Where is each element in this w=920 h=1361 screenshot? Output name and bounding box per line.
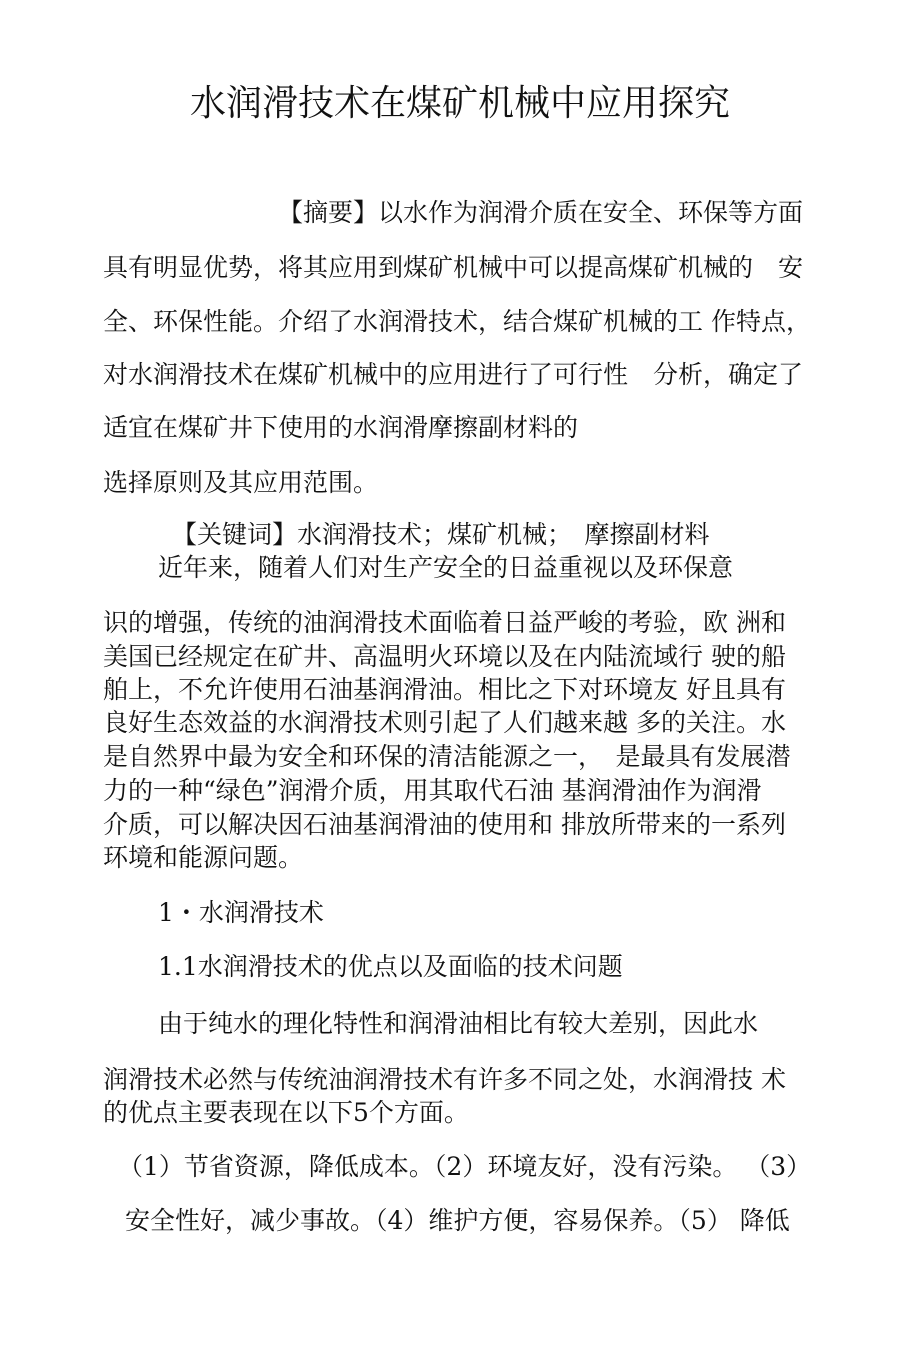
body-line: 美国已经规定在矿井、高温明火环境以及在内陆流域行 驶的船 bbox=[103, 642, 786, 671]
abstract-line: 适宜在煤矿井下使用的水润滑摩擦副材料的 bbox=[103, 413, 579, 442]
subsection-heading: 1.1水润滑技术的优点以及面临的技术问题 bbox=[158, 952, 623, 981]
body-line: 近年来，随着人们对生产安全的日益重视以及环保意 bbox=[158, 553, 734, 582]
body-line: 良好生态效益的水润滑技术则引起了人们越来越 多的关注。水 bbox=[103, 708, 786, 737]
body-line: 润滑技术必然与传统油润滑技术有许多不同之处，水润滑技 术 bbox=[103, 1065, 786, 1094]
abstract-line: 全、环保性能。介绍了水润滑技术，结合煤矿机械的工 作特点， bbox=[103, 307, 811, 336]
abstract-line: 对水润滑技术在煤矿机械中的应用进行了可行性 分析，确定了 bbox=[103, 360, 804, 389]
abstract-line: 具有明显优势，将其应用到煤矿机械中可以提高煤矿机械的 安 bbox=[103, 253, 804, 282]
list-line: 安全性好，减少事故。（4）维护方便，容易保养。（5） 降低 bbox=[125, 1206, 790, 1235]
abstract-line: 【摘要】以水作为润滑介质在安全、环保等方面 bbox=[278, 198, 804, 227]
body-line: 力的一种“绿色”润滑介质，用其取代石油 基润滑油作为润滑 bbox=[103, 776, 762, 805]
body-line: 舶上，不允许使用石油基润滑油。相比之下对环境友 好且具有 bbox=[103, 675, 786, 704]
body-line: 介质，可以解决因石油基润滑油的使用和 排放所带来的一系列 bbox=[103, 810, 786, 839]
body-line: 由于纯水的理化特性和润滑油相比有较大差别，因此水 bbox=[158, 1009, 759, 1038]
body-line: 识的增强，传统的油润滑技术面临着日益严峻的考验，欧 洲和 bbox=[103, 608, 786, 637]
body-line: 是自然界中最为安全和环保的清洁能源之一， 是最具有发展潜 bbox=[103, 742, 791, 771]
body-line: 环境和能源问题。 bbox=[103, 843, 304, 872]
list-line: （1）节省资源，降低成本。（2）环境友好，没有污染。 （3） bbox=[118, 1152, 812, 1181]
keywords-line: 【关键词】水润滑技术；煤矿机械； 摩擦副材料 bbox=[172, 520, 710, 549]
body-line: 的优点主要表现在以下5个方面。 bbox=[103, 1098, 469, 1127]
section-heading: 1・水润滑技术 bbox=[158, 898, 324, 927]
abstract-line: 选择原则及其应用范围。 bbox=[103, 468, 379, 497]
page-title: 水润滑技术在煤矿机械中应用探究 bbox=[189, 83, 730, 124]
